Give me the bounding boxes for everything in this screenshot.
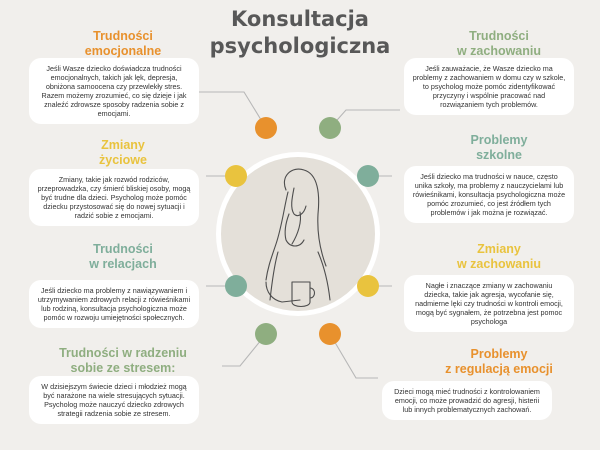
- heading-relationship-difficulties: [28, 242, 218, 272]
- heading-line: Trudności: [93, 29, 153, 43]
- heading-line: w zachowaniu: [456, 257, 542, 271]
- card-text: Jeśli zauważacie, że Wasze dziecko ma problemy z zachowaniem w domu czy w szkole, to psycholog może pomóc zidentyfikować przyczyny i wspólnie pracować nad rozwiązaniem tych problemów.: [412, 64, 566, 109]
- accent-dot-5: [225, 275, 247, 297]
- heading-line: szkolne: [476, 148, 522, 162]
- card-text: Zmiany, takie jak rozwód rodziców, przeprowadzka, czy śmierć bliskiej osoby, mogą być trudne dla dzieci. Psycholog może pomóc dziecku przystosować się do nowej sytuacji i radzić sobie z emocjami.: [37, 175, 191, 220]
- heading-emotional-difficulties: [28, 29, 218, 59]
- accent-dot-2: [319, 117, 341, 139]
- heading-emotion-regulation: [404, 347, 594, 377]
- card-behavior-difficulties: [404, 58, 574, 115]
- heading-line: z regulacją emocji: [445, 362, 553, 376]
- heading-line: Trudności w radzeniu: [59, 346, 187, 360]
- card-school-problems: [404, 166, 574, 223]
- card-relationship-difficulties: [29, 280, 199, 328]
- accent-dot-4: [357, 165, 379, 187]
- accent-dot-1: [255, 117, 277, 139]
- heading-line: Problemy: [470, 347, 528, 361]
- card-emotion-regulation: [382, 381, 552, 420]
- card-text: Jeśli dziecko ma problemy z nawiązywaniem i utrzymywaniem zdrowych relacji z rówieśnikami lub rodziną, konsultacja psychologiczna może pomóc w rozwoju umiejętności społecznych.: [37, 286, 191, 322]
- card-text: Dzieci mogą mieć trudności z kontrolowaniem emocji, co może prowadzić do agresji, histerii lub innych problematycznych zachowań.: [394, 387, 540, 414]
- card-behavior-changes: [404, 275, 574, 332]
- card-text: Jeśli dziecko ma trudności w nauce, często unika szkoły, ma problemy z nauczycielami lub rówieśnikami, konsultacja psychologiczna może pomóc zrozumieć, co jest źródłem tych problemów i jak można je rozwiązać.: [412, 172, 566, 217]
- accent-dot-8: [319, 323, 341, 345]
- title-line-1: Konsultacja: [231, 7, 369, 31]
- heading-behavior-changes: [404, 242, 594, 272]
- card-text: W dzisiejszym świecie dzieci i młodzież mogą być narażone na wiele stresujących sytuacji. Psycholog może nauczyć dziecko zdrowych strategii radzenia sobie ze stresem.: [41, 382, 187, 418]
- connector-1: [196, 92, 266, 128]
- heading-life-changes: [28, 138, 218, 168]
- heading-line: emocjonalne: [84, 44, 162, 58]
- card-text: Nagłe i znaczące zmiany w zachowaniu dziecka, takie jak agresja, wycofanie się, nadmierne lęki czy trudności w kontroli emocji, mogą być sygnałem, że potrzebna jest pomoc psychologa: [415, 281, 563, 326]
- heading-line: Problemy: [470, 133, 528, 147]
- heading-line: sobie ze stresem:: [70, 361, 176, 375]
- card-life-changes: [29, 169, 199, 226]
- card-stress-coping: [29, 376, 199, 424]
- accent-dot-6: [357, 275, 379, 297]
- heading-line: Trudności: [469, 29, 529, 43]
- heading-line: Zmiany: [101, 138, 145, 152]
- heading-line: Trudności: [93, 242, 153, 256]
- title-line-2: psychologiczna: [209, 34, 391, 58]
- accent-dot-7: [255, 323, 277, 345]
- heading-stress-coping: [28, 346, 218, 376]
- heading-line: życiowe: [99, 153, 147, 167]
- card-emotional-difficulties: [29, 58, 199, 124]
- heading-line: w relacjach: [89, 257, 157, 271]
- heading-school-problems: [404, 133, 594, 163]
- accent-dot-3: [225, 165, 247, 187]
- heading-line: w zachowaniu: [456, 44, 542, 58]
- card-text: Jeśli Wasze dziecko doświadcza trudności emocjonalnych, takich jak lęk, depresja, obniżona samoocena czy przewlekły stres. Razem możemy zrozumieć, co się dzieje i jak znaleźć zdrowsze sposoby radzenia sobie z emocjami.: [41, 64, 187, 118]
- heading-line: Zmiany: [477, 242, 521, 256]
- heading-behavior-difficulties: [404, 29, 594, 59]
